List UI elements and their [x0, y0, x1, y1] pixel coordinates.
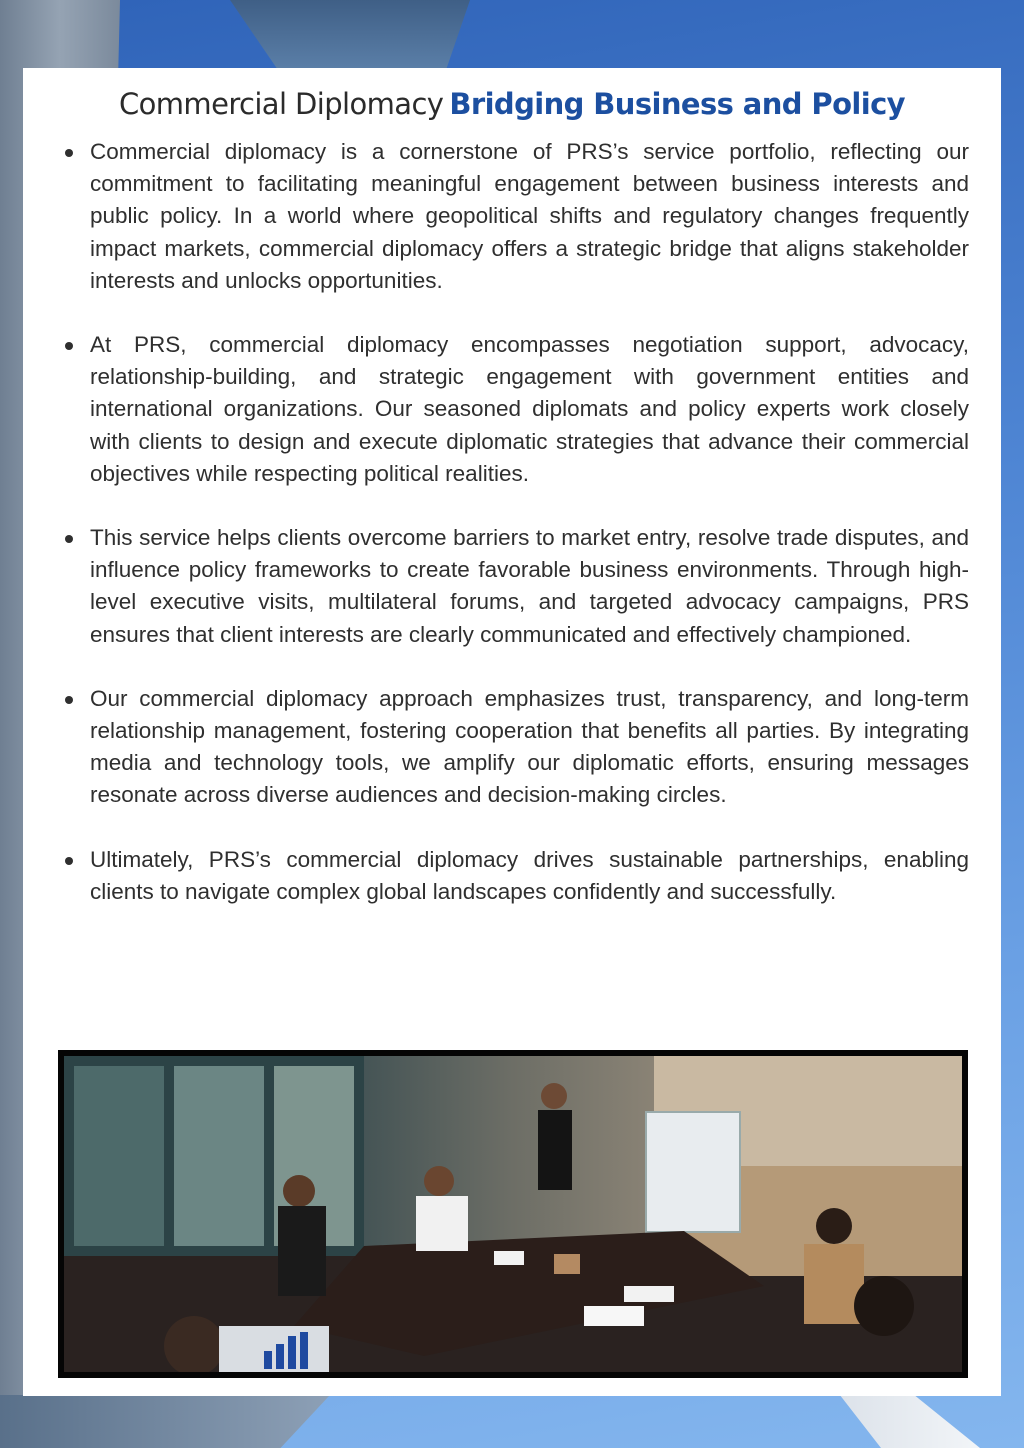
- bullet-dot-icon: [65, 149, 73, 157]
- page-title: [23, 84, 1001, 124]
- chart-bar: [264, 1351, 272, 1369]
- attendee-head: [816, 1208, 852, 1244]
- attendee-head: [854, 1276, 914, 1336]
- background-building-top: [230, 0, 470, 70]
- window-pane: [74, 1066, 164, 1246]
- title-plain: Commercial Diplomacy: [118, 87, 444, 121]
- bullet-text: This service helps clients overcome barriers to market entry, resolve trade disputes, and influence policy frameworks to create favorable business environments. Through high-level executive visits, multilateral forums, and targeted advocacy campaigns, PRS ensures that client interests are clearly communicated and effectively championed.: [90, 525, 969, 647]
- whiteboard: [646, 1112, 740, 1232]
- bullet-item: [65, 844, 969, 908]
- meeting-photo: [58, 1050, 968, 1378]
- bullet-list: [65, 136, 969, 940]
- bullet-text: Our commercial diplomacy approach emphasizes trust, transparency, and long-term relationship management, fostering cooperation that benefits all parties. By integrating media and technology tools, we amplify our diplomatic efforts, ensuring messages resonate across diverse audiences and decision-making circles.: [90, 685, 969, 808]
- bullet-text: At PRS, commercial diplomacy encompasses negotiation support, advocacy, relationship-building, and strategic engagement with government entities and international organizations. Our seasoned diplomats and policy experts work closely with clients to design and execute diplomatic strategies that advance their commercial objectives while respecting political realities.: [90, 332, 969, 486]
- background-beam: [800, 1390, 980, 1448]
- bullet-dot-icon: [65, 342, 73, 350]
- bullet-item: [65, 522, 969, 651]
- presenter-head: [541, 1083, 567, 1109]
- bullet-text: Ultimately, PRS’s commercial diplomacy drives sustainable partnerships, enabling clients to navigate complex global landscapes confidently and successfully.: [90, 846, 969, 904]
- presenter-body: [538, 1110, 572, 1190]
- paper: [624, 1286, 674, 1302]
- bullet-dot-icon: [65, 535, 73, 543]
- bullet-item: [65, 136, 969, 297]
- chart-bar: [288, 1336, 296, 1369]
- attendee-body: [278, 1206, 326, 1296]
- background-building-bottom: [0, 1395, 330, 1448]
- chart-bar: [300, 1332, 308, 1369]
- tissue-box: [554, 1254, 580, 1274]
- attendee-head: [283, 1175, 315, 1207]
- meeting-scene: [64, 1056, 962, 1372]
- attendee-head: [424, 1166, 454, 1196]
- attendee-body: [416, 1196, 468, 1251]
- title-accent: Bridging Business and Policy: [449, 87, 905, 121]
- bullet-dot-icon: [65, 857, 73, 865]
- bullet-text: Commercial diplomacy is a cornerstone of PRS’s service portfolio, reflecting our commitment to facilitating meaningful engagement between business interests and public policy. In a world where geopolitical shifts and regulatory changes frequently impact markets, commercial diplomacy offers a strategic bridge that aligns stakeholder interests and unlocks opportunities.: [90, 139, 969, 293]
- open-book: [584, 1306, 644, 1326]
- chart-bar: [276, 1344, 284, 1369]
- window-pane: [174, 1066, 264, 1246]
- bullet-item: [65, 683, 969, 812]
- content-card: [23, 68, 1001, 1396]
- paper: [494, 1251, 524, 1265]
- bullet-item: [65, 329, 969, 490]
- meeting-illustration: [64, 1056, 962, 1372]
- bullet-dot-icon: [65, 696, 73, 704]
- laptop: [219, 1326, 329, 1372]
